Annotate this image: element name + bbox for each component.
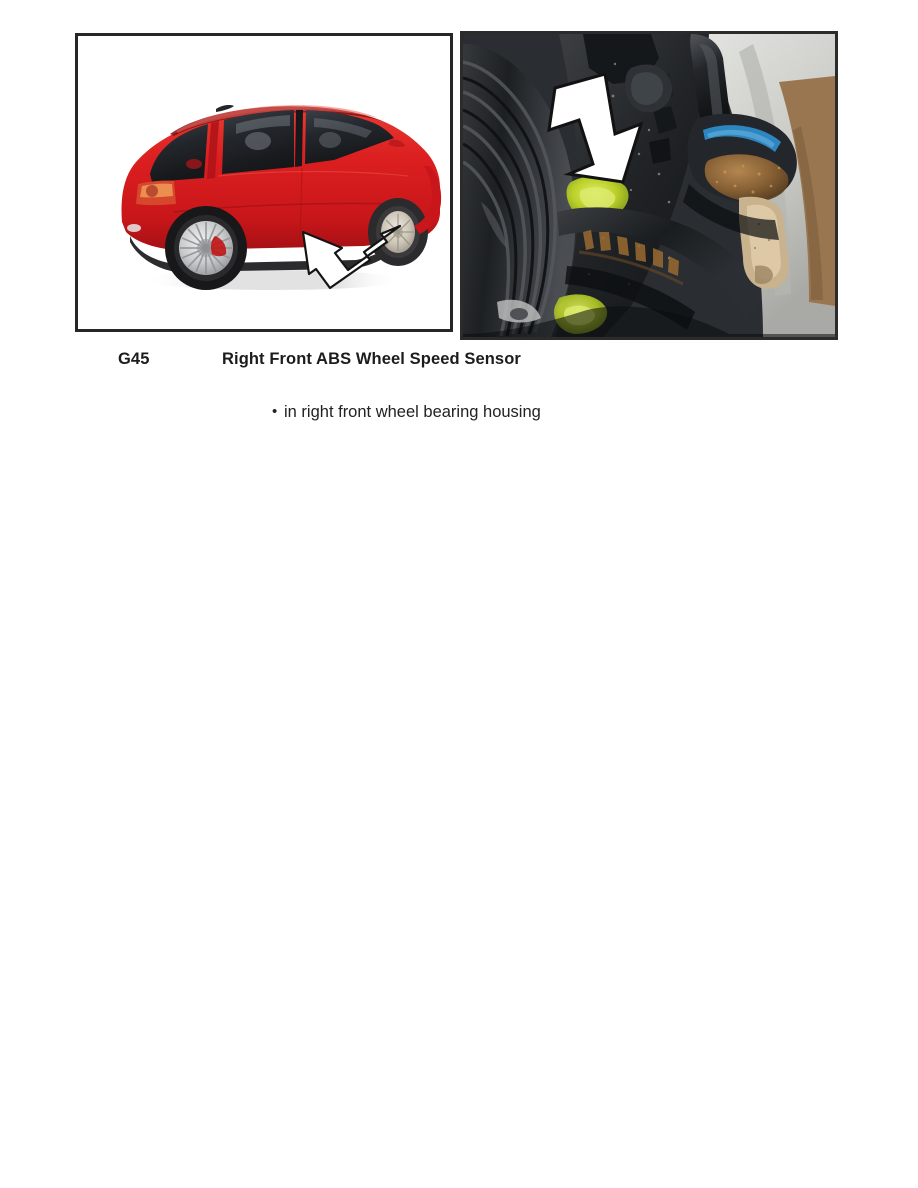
car-tail-light-lens bbox=[146, 185, 158, 197]
boot-clamp-shadow bbox=[510, 308, 528, 320]
car-b-pillar bbox=[295, 110, 303, 167]
component-code-label: G45 bbox=[118, 350, 150, 368]
component-close-up-photo bbox=[463, 34, 835, 337]
component-title-label: Right Front ABS Wheel Speed Sensor bbox=[222, 350, 521, 368]
car-interior-seat-2 bbox=[319, 132, 341, 148]
car-rear-reflector bbox=[127, 224, 141, 232]
component-close-up-figure bbox=[460, 31, 838, 340]
knuckle-notch-3 bbox=[649, 138, 671, 164]
location-note-text: in right front wheel bearing housing bbox=[284, 403, 541, 421]
vehicle-overview-photo bbox=[78, 36, 450, 329]
bullet-icon: • bbox=[272, 403, 278, 420]
vehicle-overview-figure bbox=[75, 33, 453, 332]
car-rear-badge bbox=[186, 159, 202, 169]
car-interior-seat bbox=[245, 132, 271, 150]
caption bbox=[75, 350, 855, 376]
car-rear-wheel bbox=[165, 206, 247, 290]
location-note bbox=[272, 403, 832, 427]
